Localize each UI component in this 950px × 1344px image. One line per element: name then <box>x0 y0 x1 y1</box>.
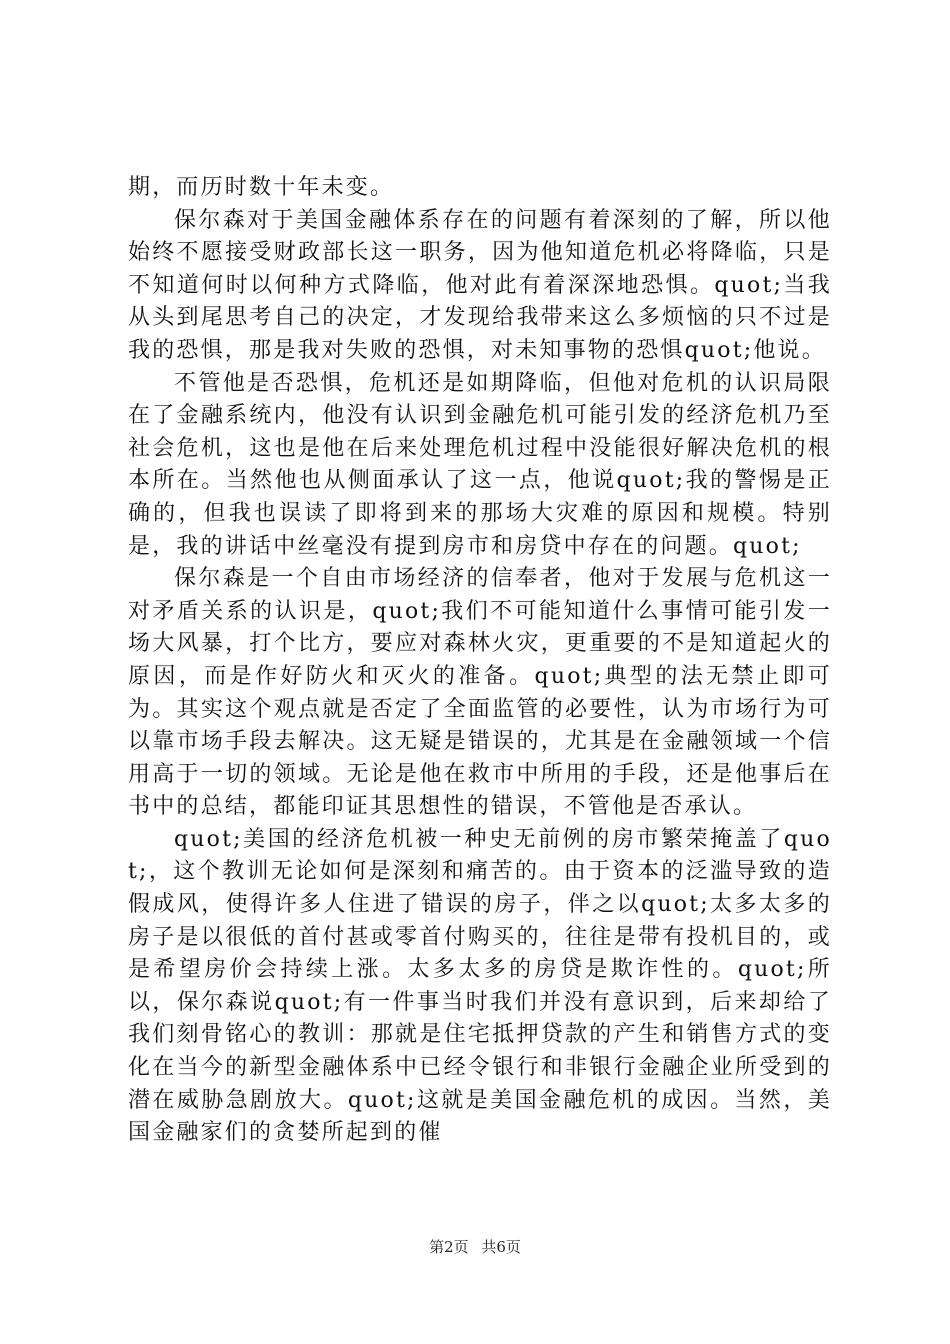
paragraph-continuation: 期，而历时数十年未变。 <box>128 175 395 200</box>
paragraph: 保尔森对于美国金融体系存在的问题有着深刻的了解，所以他始终不愿接受财政部长这一职务，因为他知道危机必将降临，只是不知道何时以何种方式降临，他对此有着深深地恐惧。quot;当我从头到尾思考自己的决定，才发现给我带来这么多烦恼的只不过是我的恐惧，那是我对失败的恐惧，对未知事物的恐惧quot;他说。 <box>128 207 832 363</box>
page-footer <box>0 1237 950 1257</box>
paragraph: quot;美国的经济危机被一种史无前例的房市繁荣掩盖了quot;，这个教训无论如何是深刻和痛苦的。由于资本的泛滥导致的造假成风，使得许多人住进了错误的房子，伴之以quot;太多太多的房子是以很低的首付甚或零首付购买的，往往是带有投机目的，或是希望房价会持续上涨。太多太多的房贷是欺诈性的。quot;所以，保尔森说quot;有一件事当时我们并没有意识到，后来却给了我们刻骨铭心的教训：那就是住宅抵押贷款的产生和销售方式的变化在当今的新型金融体系中已经令银行和非银行金融企业所受到的潜在威胁急剧放大。quot;这就是美国金融危机的成因。当然，美国金融家们的贪婪所起到的催 <box>128 826 832 1146</box>
paragraph: 不管他是否恐惧，危机还是如期降临，但他对危机的认识局限在了金融系统内，他没有认识到金融危机可能引发的经济危机乃至社会危机，这也是他在后来处理危机过程中没能很好解决危机的根本所在。当然他也从侧面承认了这一点，他说quot;我的警惕是正确的，但我也误读了即将到来的那场大灾难的原因和规模。特别是，我的讲话中丝毫没有提到房市和房贷中存在的问题。quot; <box>128 370 832 559</box>
paragraph: 保尔森是一个自由市场经济的信奉者，他对于发展与危机这一对矛盾关系的认识是，quot;我们不可能知道什么事情可能引发一场大风暴，打个比方，要应对森林火灾，更重要的不是知道起火的原因，而是作好防火和灭火的准备。quot;典型的法无禁止即可为。其实这个观点就是否定了全面监管的必要性，认为市场行为可以靠市场手段去解决。这无疑是错误的，尤其是在金融领域一个信用高于一切的领域。无论是他在救市中所用的手段，还是他事后在书中的总结，都能印证其思想性的错误，不管他是否承认。 <box>128 566 832 820</box>
body-text <box>128 172 832 1150</box>
page-number: 第2页 <box>429 1238 469 1256</box>
page-total: 共6页 <box>481 1238 521 1256</box>
